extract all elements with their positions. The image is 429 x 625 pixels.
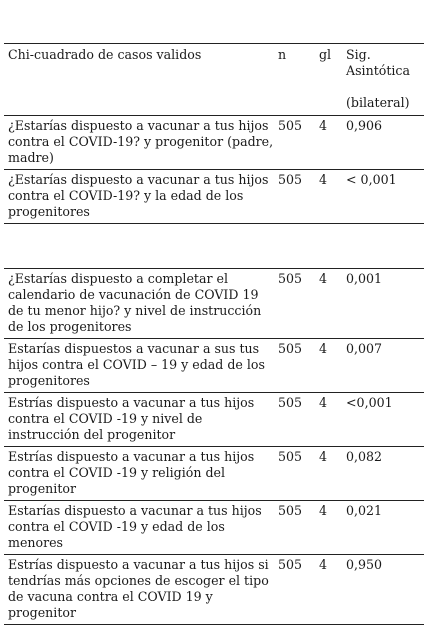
table-row [4,393,424,447]
header-sig-line1: Sig. [346,47,371,62]
table-row [4,269,424,339]
row-gl: 4 [315,555,342,625]
row-sig: <0,001 [342,393,424,447]
row-question: ¿Estarías dispuesto a vacunar a tus hijos contra el COVID-19? y progenitor (padre, madre) [4,116,274,170]
row-sig: 0,007 [342,339,424,393]
row-gl: 4 [315,393,342,447]
row-question: ¿Estarías dispuesto a vacunar a tus hijos contra el COVID-19? y la edad de los progenitores [4,170,274,224]
row-gl: 4 [315,447,342,501]
row-sig: 0,950 [342,555,424,625]
header-sig-line2: Asintótica [346,63,410,78]
row-n: 505 [274,555,315,625]
row-n: 505 [274,339,315,393]
row-sig: 0,906 [342,116,424,170]
row-gl: 4 [315,116,342,170]
row-question: Estrías dispuesto a vacunar a tus hijos si tendrías más opciones de escoger el tipo de vacuna contra el COVID 19 y progenitor [4,555,274,625]
row-n: 505 [274,447,315,501]
header-sig-line3: (bilateral) [346,95,410,110]
table-spacer-row [4,224,424,269]
table-row [4,116,424,170]
table-row [4,170,424,224]
row-n: 505 [274,501,315,555]
row-gl: 4 [315,269,342,339]
chi-square-table [4,43,424,625]
row-gl: 4 [315,170,342,224]
row-question: Estrías dispuesto a vacunar a tus hijos contra el COVID -19 y nivel de instrucción del progenitor [4,393,274,447]
row-sig: < 0,001 [342,170,424,224]
table-row [4,555,424,625]
row-question: ¿Estarías dispuesto a completar el calendario de vacunación de COVID 19 de tu menor hijo? y nivel de instrucción de los progenitores [4,269,274,339]
row-n: 505 [274,269,315,339]
table-row [4,501,424,555]
row-n: 505 [274,116,315,170]
row-gl: 4 [315,501,342,555]
row-gl: 4 [315,339,342,393]
table-row [4,447,424,501]
header-sig [342,44,424,116]
row-n: 505 [274,393,315,447]
row-n: 505 [274,170,315,224]
table-header-row [4,44,424,116]
header-n: n [274,44,315,116]
header-question: Chi-cuadrado de casos validos [4,44,274,116]
table-row [4,339,424,393]
header-gl: gl [315,44,342,116]
row-sig: 0,021 [342,501,424,555]
row-question: Estarías dispuesto a vacunar a tus hijos contra el COVID -19 y edad de los menores [4,501,274,555]
row-question: Estrías dispuesto a vacunar a tus hijos contra el COVID -19 y religión del progenitor [4,447,274,501]
row-sig: 0,001 [342,269,424,339]
row-sig: 0,082 [342,447,424,501]
row-question: Estarías dispuestos a vacunar a sus tus hijos contra el COVID – 19 y edad de los progenitores [4,339,274,393]
